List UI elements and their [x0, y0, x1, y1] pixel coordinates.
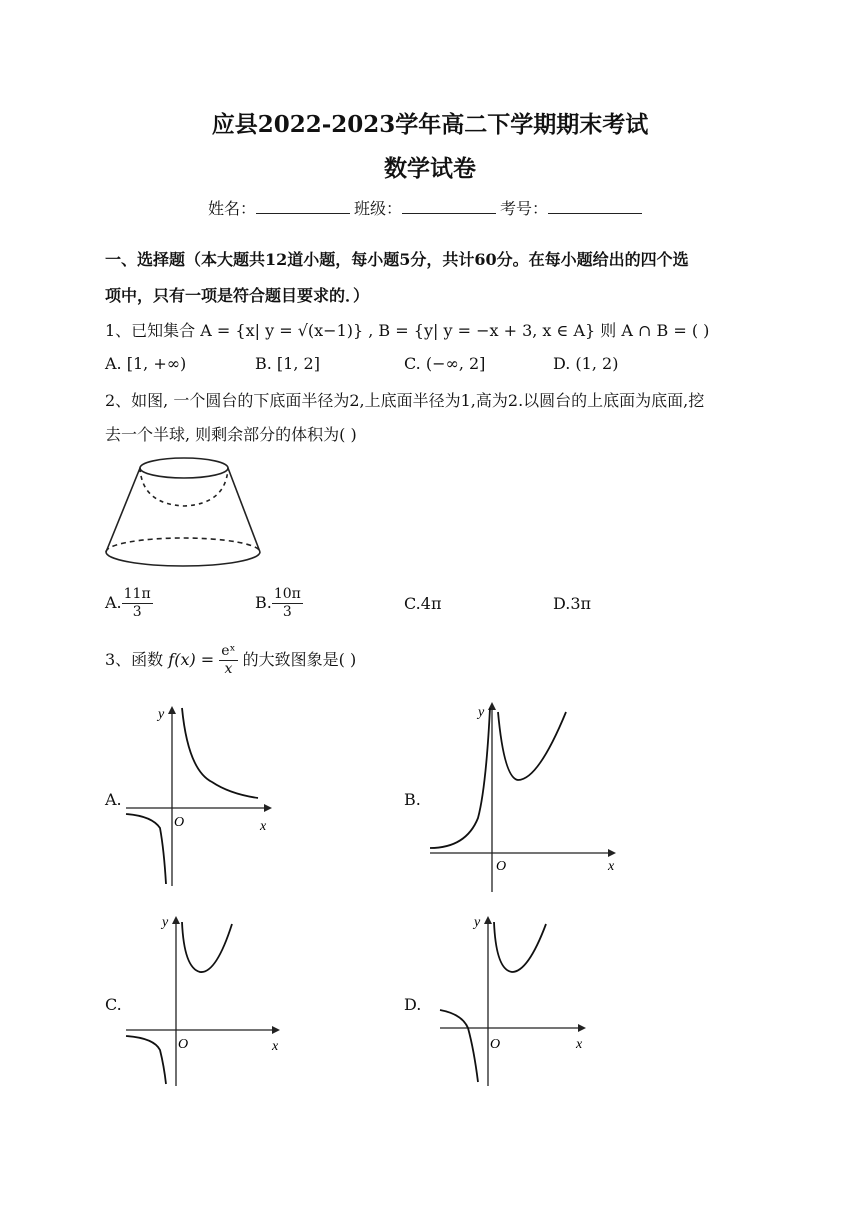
q1-option-c: C. (−∞, 2] — [404, 354, 486, 373]
question-2-stem-line2: 去一个半球, 则剩余部分的体积为( ) — [105, 425, 357, 444]
fraction: $\frac{10\pi}{3}$ — [273, 586, 301, 620]
graph-label-a: A. — [105, 790, 122, 809]
axis-y-label: y — [162, 915, 169, 930]
axis-y-label: y — [474, 915, 481, 930]
q2-option-a: A. $\frac{11\pi}{3}$ — [105, 586, 151, 620]
name-label: 姓名： — [208, 199, 257, 218]
graph-label-c: C. — [105, 995, 122, 1014]
class-label: 班级： — [354, 199, 403, 218]
q2-option-c: C.4π — [404, 594, 442, 613]
q2-option-d: D.3π — [553, 594, 592, 613]
section-heading-line1: 一、选择题（本大题共12道小题，每小题5分，共计60分。在每小题给出的四个选 — [105, 250, 689, 269]
exam-title: 应县2022-2023学年高二下学期期末考试 — [211, 111, 649, 138]
q1-option-a: A. [1, +∞) — [105, 354, 187, 373]
question-2-stem-line1: 2、如图, 一个圆台的下底面半径为2,上底面半径为1,高为2.以圆台的上底面为底面,挖 — [105, 391, 705, 410]
graph-c — [120, 910, 290, 1090]
graph-label-d: D. — [404, 995, 422, 1014]
question-3-stem: 3、函数 f(x) = $\frac{\text{eˣ}}{x}$ 的大致图象是( ) — [105, 643, 357, 677]
student-info-line — [208, 196, 646, 219]
section-heading-line2: 项中，只有一项是符合题目要求的．） — [105, 286, 370, 305]
frustum-figure — [98, 452, 268, 574]
name-blank[interactable] — [256, 199, 350, 214]
function-fraction: $\frac{\text{eˣ}}{x}$ — [221, 643, 236, 677]
origin-label: O — [496, 859, 507, 874]
axis-x-label: x — [576, 1037, 583, 1052]
graph-a — [120, 700, 280, 890]
axis-y-label: y — [158, 707, 165, 722]
number-blank[interactable] — [548, 199, 642, 214]
graph-b — [426, 698, 626, 894]
axis-x-label: x — [608, 859, 615, 874]
origin-label: O — [178, 1037, 189, 1052]
number-label: 考号： — [500, 199, 549, 218]
axis-x-label: x — [260, 819, 267, 834]
fraction: $\frac{11\pi}{3}$ — [123, 586, 151, 620]
class-blank[interactable] — [402, 199, 496, 214]
axis-y-label: y — [478, 705, 485, 720]
graph-d — [436, 910, 596, 1090]
graph-label-b: B. — [404, 790, 421, 809]
q1-option-b: B. [1, 2] — [255, 354, 320, 373]
exam-subtitle: 数学试卷 — [384, 155, 476, 182]
q2-option-b: B. $\frac{10\pi}{3}$ — [255, 586, 301, 620]
q1-option-d: D. (1, 2) — [553, 354, 619, 373]
axis-x-label: x — [272, 1039, 279, 1054]
origin-label: O — [490, 1037, 501, 1052]
origin-label: O — [174, 815, 185, 830]
question-1-stem: 1、已知集合 A = {x| y = √(x−1)} , B = {y| y = −x + 3, x ∈ A} 则 A ∩ B = ( ) — [105, 321, 710, 340]
